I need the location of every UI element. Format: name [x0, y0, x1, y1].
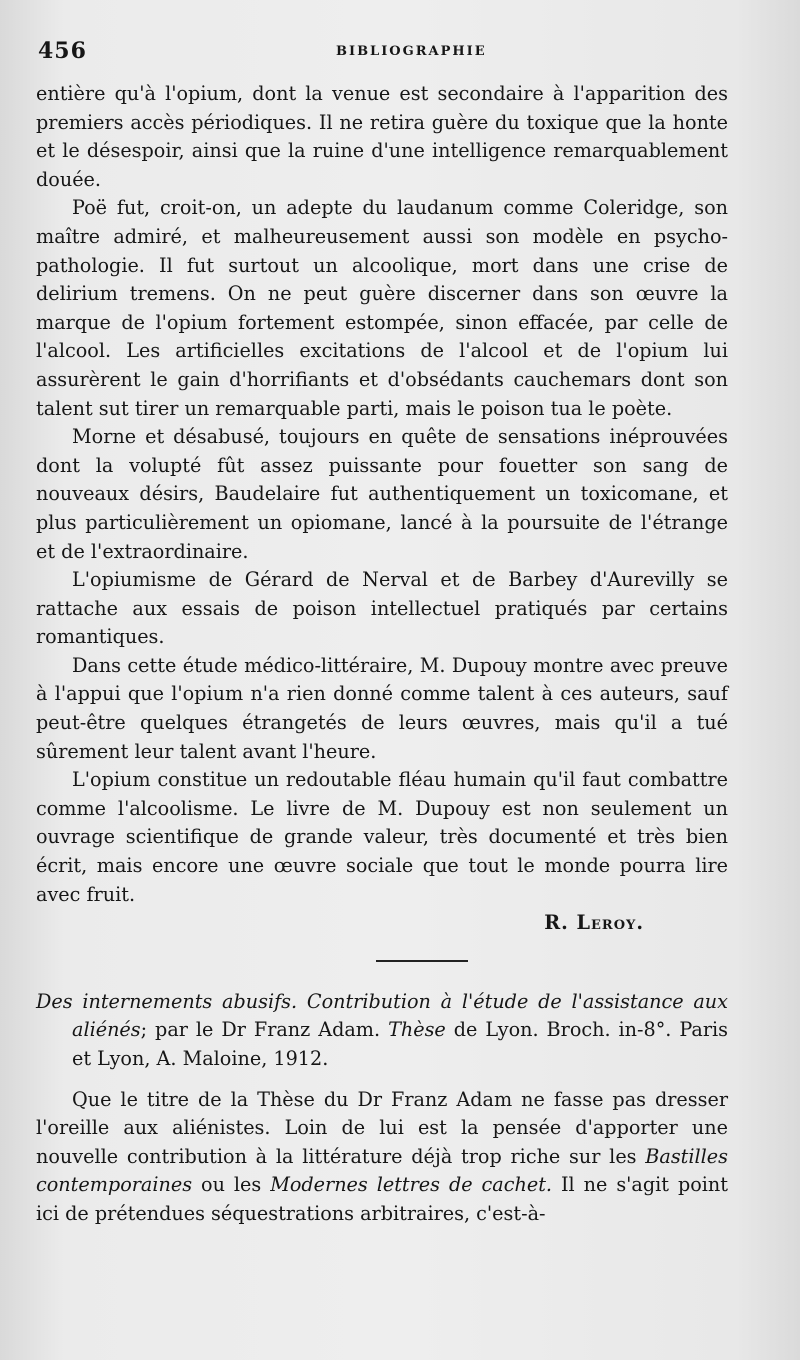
review-text-a: Que le titre de la Thèse du Dr Franz Adam ne fasse pas dresser l'oreille aux aliénistes. Loin de lui est la pensée d'apporter une nouvelle contribution à la littérature déjà trop riche sur les [36, 1087, 728, 1168]
book-citation [36, 988, 728, 1074]
book-title: Des internements abusifs. Contribution à l'étude de l'assistance aux aliénés [36, 989, 728, 1042]
book-these-word: Thèse [388, 1018, 446, 1042]
paragraph-review-intro [36, 1086, 728, 1229]
signature-text: R. Leroy. [544, 911, 644, 935]
page-number: 456 [38, 38, 87, 64]
paragraph-nerval: L'opiumisme de Gérard de Nerval et de Barbey d'Aurevilly se rattache aux essais de poison intellectuel pratiqués par certains romantiques. [36, 568, 728, 649]
paragraph-conclusion: L'opium constitue un redoutable fléau humain qu'il faut combattre comme l'alcoolisme. Le livre de M. Dupouy est non seulement un ouvrage scientifique de grande valeur, très documenté et très bien écrit, mais encore une œuvre sociale que tout le monde pourra lire avec fruit. [36, 768, 728, 906]
review-text-c: Il ne s'agit point ici de prétendues séquestrations arbitraires, c'est-à- [36, 1173, 729, 1225]
paragraph-continuation: entière qu'à l'opium, dont la venue est secondaire à l'apparition des premiers accès périodiques. Il ne retira guère du toxique que la honte et le désespoir, ainsi que la ruine d'une intelligence remarquablement douée. [36, 82, 728, 191]
review-italic-lettres: Modernes lettres de cachet. [270, 1173, 553, 1197]
review-text-b: ou les [192, 1173, 271, 1197]
book-publication: de Lyon. Broch. in-8°. Paris et Lyon, A. Maloine, 1912. [72, 1018, 729, 1070]
section-divider [376, 960, 468, 962]
review-italic-bastilles: Bastilles contemporaines [36, 1144, 728, 1197]
paragraph-dupouy-study: Dans cette étude médico-littéraire, M. Dupouy montre avec preuve à l'appui que l'opium n'a rien donné comme talent à ces auteurs, sauf peut-être quelques étrangetés de leurs œuvres, mais qu'il a tué sûrement leur talent avant l'heure. [36, 653, 728, 763]
paragraph-poe: Poë fut, croit-on, un adepte du laudanum comme Coleridge, son maître admiré, et malheureusement aussi son modèle en psycho-pathologie. Il fut surtout un alcoolique, mort dans une crise de delirium tremens. On ne peut guère discerner dans son œuvre la marque de l'opium fortement estompée, sinon effacée, par celle de l'alcool. Les artificielles excitations de l'alcool et de l'opium lui assurèrent le gain d'horrifiants et d'obsédants cauchemars dont son talent sut tirer un remarquable parti, mais le poison tua le poète. [36, 196, 728, 420]
running-title: BIBLIOGRAPHIE [336, 44, 487, 59]
paragraph-baudelaire: Morne et désabusé, toujours en quête de sensations inéprouvées dont la volupté fût assez puissante pour fouetter son sang de nouveaux désirs, Baudelaire fut authentiquement un toxicomane, et plus particulièrement un opiomane, lancé à la poursuite de l'étrange et de l'extraordinaire. [36, 425, 728, 563]
running-head [38, 38, 728, 68]
book-author: ; par le Dr Franz Adam. [140, 1018, 389, 1042]
body-text [36, 80, 728, 1229]
reviewer-signature [36, 909, 728, 938]
